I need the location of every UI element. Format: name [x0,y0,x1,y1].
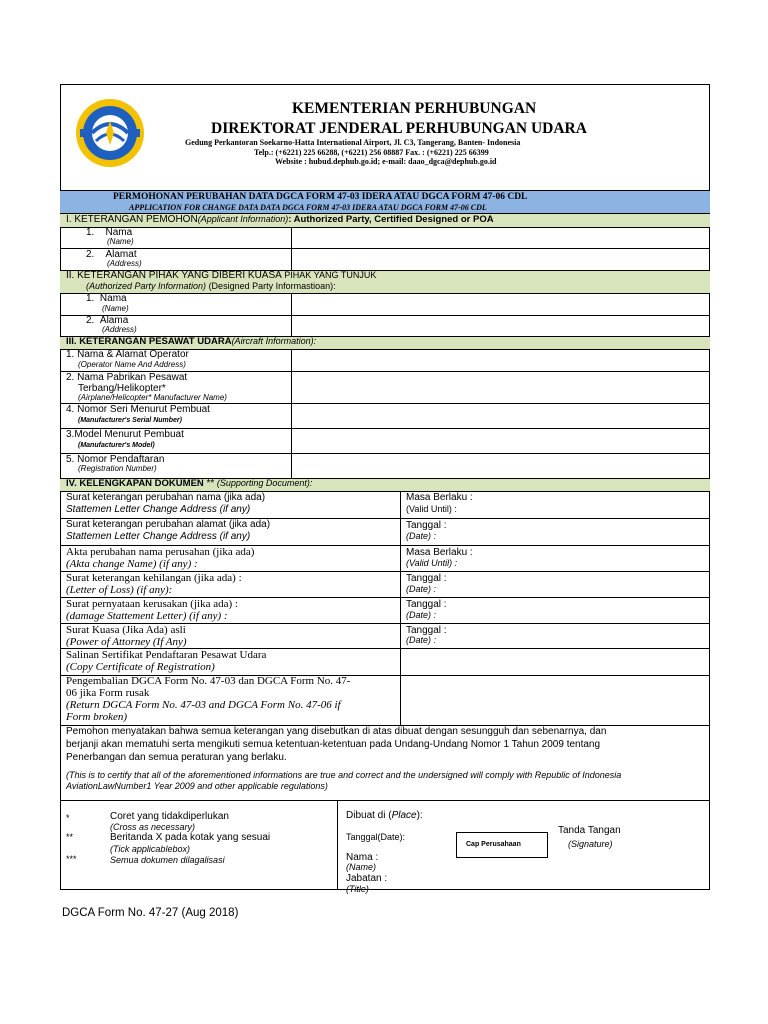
s3-row2-label: 2. Nama Pabrikan Pesawat [66,372,188,383]
footer-form-number: DGCA Form No. 47-27 (Aug 2018) [62,907,239,919]
s1-row1-label: 1. Nama [86,227,133,238]
s3-row4-label: 3.Model Menurut Pembuat [66,429,184,440]
s4-row2-sub: Stattemen Letter Change Address (if any) [66,531,251,542]
section-4-heading: IV. KELENGKAPAN DOKUMEN ** (Supporting Document): [66,478,313,489]
note-2-mark: ** [66,832,74,842]
declaration-en-1: (This is to certify that all of the aforementioned informations are true and correct and the undersigned will comply with Republic of Indonesia [66,770,622,780]
ministry-logo [72,93,148,173]
s3-row2-sub: (Airplane/Helicopter* Manufacturer Name) [78,393,227,402]
s1-row1-sub: (Name) [107,237,134,246]
s4-row2-right-sub: (Date) : [406,531,437,541]
s2-row2-label: 2. Alama [86,315,129,326]
note-1-mark: * [66,813,70,823]
s4-row8-l2: 06 jika Form rusak [66,687,150,699]
s4-row4-right-sub: (Date) : [406,584,437,594]
s4-row2-right: Tanggal : [406,520,447,531]
signature-label: Tanda Tangan [558,825,621,836]
s3-row3-sub: (Manufacturer's Serial Number) [78,417,182,424]
name-label: Nama : [346,852,379,863]
s4-row1-right-sub: (Valid Until) : [406,504,457,514]
s3-row1-sub: (Operator Name And Address) [78,360,186,369]
name-label-en: (Name) [346,862,377,872]
s4-row4-label: Surat keterangan kehilangan (jika ada) : [66,572,242,584]
s3-row1-label: 1. Nama & Alamat Operator [66,349,189,360]
s2-row1-label: 1. Nama [86,293,127,304]
form-title-en: APPLICATION FOR CHANGE DATA DATA DGCA FORM 47-03 IDERA ATAU DGCA FORM 47-06 CDL [129,203,487,212]
note-3-text: Semua dokumen dilagalisasi [110,855,225,865]
s3-row4-sub: (Manufacturer's Model) [78,442,155,449]
date-label: Tanggal(Date): [346,832,406,842]
s4-row6-right-sub: (Date) : [406,635,437,645]
s4-row3-right: Masa Berlaku : [406,547,473,558]
declaration-id-3: Penerbangan dan semua peraturan yang berlaku. [66,752,287,763]
position-label-en: (Title) [346,884,369,894]
s2-row1-sub: (Name) [102,304,129,313]
s4-row3-sub: (Akta change Name) (if any) : [66,558,198,570]
section-2-heading-en: (Authorized Party Information) (Designed Party Informastioan): [86,281,336,291]
s4-row6-sub: (Power of Attorney (If Any) [66,636,187,648]
s1-row2-label: 2. Alamat [86,249,137,260]
s4-row8-l1: Pengembalian DGCA Form No. 47-03 dan DGCA Form No. 47- [66,675,351,687]
org-website: Website : hubud.dephub.go.id; e-mail: daao_dgca@dephub.go.id [275,157,497,166]
s1-row2-sub: (Address) [107,259,142,268]
declaration-id-2: berjanji akan mematuhi serta mengikuti semua ketentuan-ketentuan pada Undang-Undang Nomor 1 Tahun 2009 tentang [66,739,601,750]
company-stamp-label: Cap Perusahaan [466,841,521,848]
s4-row5-sub: (damage Stattement Letter) (if any) : [66,610,228,622]
s4-row5-right-sub: (Date) : [406,610,437,620]
s2-row2-sub: (Address) [102,325,137,334]
s4-row5-label: Surat pernyataan kerusakan (jika ada) : [66,598,238,610]
s4-row6-label: Surat Kuasa (Jika Ada) asli [66,624,186,636]
s4-row4-sub: (Letter of Loss) (if any): [66,584,173,596]
s4-row5-right: Tanggal : [406,599,447,610]
s4-row6-right: Tanggal : [406,625,447,636]
org-address: Gedung Perkantoran Soekarno-Hatta International Airport, Jl. C3, Tangerang, Banten- Indonesia [185,138,521,147]
s4-row4-right: Tanggal : [406,573,447,584]
declaration-en-2: AviationLawNumber1 Year 2009 and other applicable regulations) [66,781,328,791]
note-3-mark: *** [66,854,77,864]
s3-row5-sub: (Registration Number) [78,464,157,473]
note-1-text: Coret yang tidakdiperlukan [110,811,229,822]
position-label: Jabatan : [346,873,388,884]
s4-row7-sub: (Copy Certificate of Registration) [66,661,215,673]
note-1-sub: (Cross as necessary) [110,822,196,832]
org-phone: Telp.: (+6221) 225 66288, (+6221) 256 08887 Fax. : (+6221) 225 66399 [254,148,489,157]
s4-row7-label: Salinan Sertifikat Pendaftaran Pesawat Udara [66,649,267,661]
signature-label-en: (Signature) [568,839,613,849]
section-1-heading: I. KETERANGAN PEMOHON(Applicant Information): Authorized Party, Certified Designed or POA [66,214,494,225]
place-label: Dibuat di (Place): [346,810,423,821]
s3-row5-label: 5. Nomor Pendaftaran [66,454,165,465]
section-3-heading: III. KETERANGAN PESAWAT UDARA(Aircraft Information): [66,336,317,347]
s4-row1-label: Surat keterangan perubahan nama (jika ada) [66,492,266,503]
org-name-1: KEMENTERIAN PERHUBUNGAN [292,100,537,117]
note-2-sub: (Tick applicablebox) [110,844,190,854]
org-name-2: DIREKTORAT JENDERAL PERHUBUNGAN UDARA [211,120,587,137]
s4-row3-label: Akta perubahan nama perusahan (jika ada) [66,546,255,558]
s4-row8-l3: (Return DGCA Form No. 47-03 and DGCA Form No. 47-06 if [66,699,341,711]
section-2-heading: II. KETERANGAN PIHAK YANG DIBERI KUASA PIHAK YANG TUNJUK [66,270,377,281]
s4-row1-right: Masa Berlaku : [406,492,473,503]
s4-row8-l4: Form broken) [66,711,127,723]
declaration-id-1: Pemohon menyatakan bahwa semua keterangan yang disebutkan di atas dibuat dengan sesungguh dan sebenarnya, dan [66,726,607,737]
s4-row1-sub: Stattemen Letter Change Address (if any) [66,504,251,515]
s3-row3-label: 4. Nomor Seri Menurut Pembuat [66,404,210,415]
form-title: PERMOHONAN PERUBAHAN DATA DGCA FORM 47-03 IDERA ATAU DGCA FORM 47-06 CDL [113,192,528,202]
s4-row2-label: Surat keterangan perubahan alamat (jika ada) [66,519,271,530]
s4-row3-right-sub: (Valid Until) : [406,558,458,568]
s3-row2-label2: Terbang/Helikopter* [78,383,166,394]
note-2-text: Beritanda X pada kotak yang sesuai [110,832,271,843]
